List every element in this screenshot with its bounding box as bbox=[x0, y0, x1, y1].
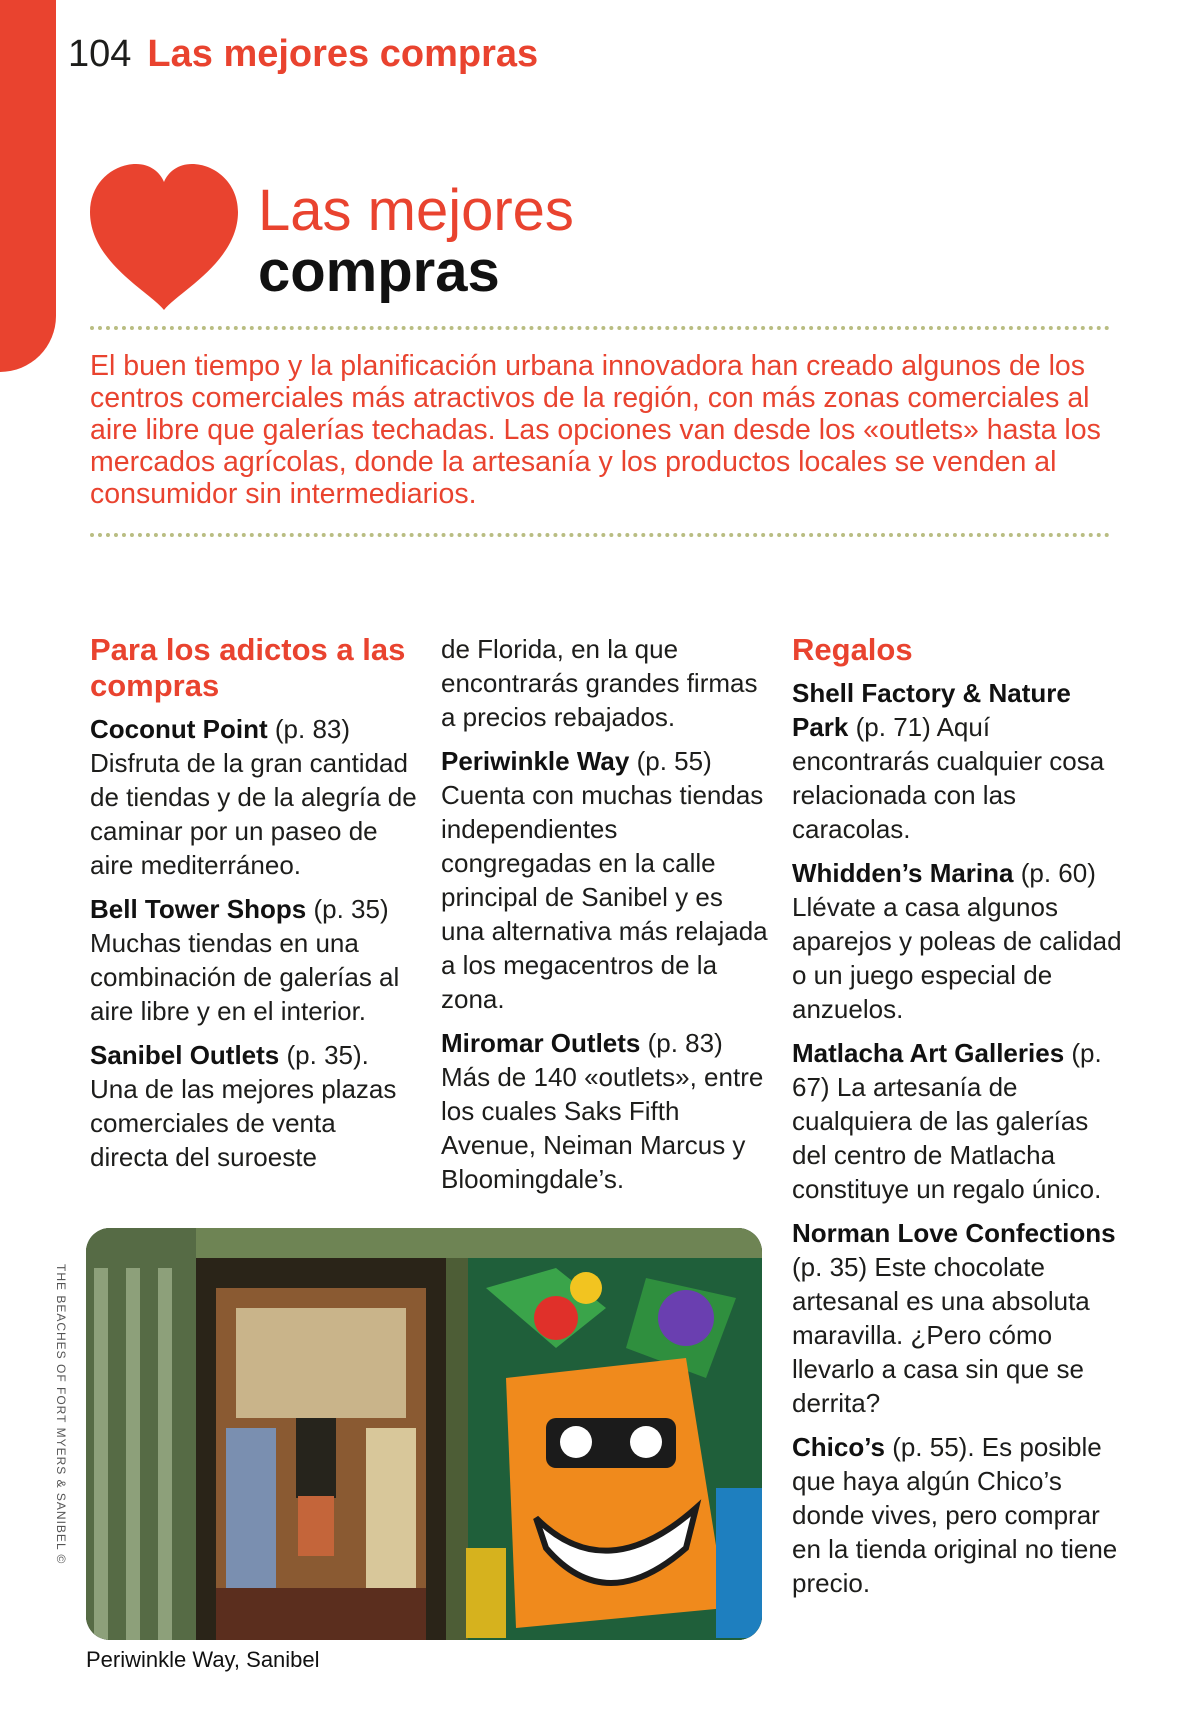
entry-bell-tower-shops bbox=[90, 892, 420, 1028]
title-line-1: Las mejores bbox=[258, 178, 574, 243]
entry-text: Muchas tiendas en una combinación de galerías al aire libre y en el interior. bbox=[90, 928, 400, 1026]
entry-page-ref: (p. 35) bbox=[792, 1252, 868, 1282]
section-heading-regalos: Regalos bbox=[792, 632, 913, 667]
section-title bbox=[258, 180, 574, 302]
entry-text: La artesanía de cualquiera de las galerías del centro de Matlacha constituye un regalo único. bbox=[792, 1072, 1102, 1204]
entry-miromar-outlets bbox=[441, 1026, 771, 1196]
heart-icon bbox=[88, 164, 240, 312]
entry-page-ref: (p. 55). bbox=[892, 1432, 975, 1462]
entry-name: Miromar Outlets bbox=[441, 1028, 641, 1058]
entry-page-ref: (p. 35). bbox=[286, 1040, 369, 1070]
page-number: 104 bbox=[68, 33, 132, 75]
entry-text: Más de 140 «outlets», entre los cuales Saks Fifth Avenue, Neiman Marcus y Bloomingdale’s. bbox=[441, 1062, 764, 1194]
entry-text: Una de las mejores plazas comerciales de venta directa del suroeste bbox=[90, 1074, 397, 1172]
entry-text: Este chocolate artesanal es una absoluta maravilla. ¿Pero cómo llevarlo a casa sin que se derrita? bbox=[792, 1252, 1090, 1418]
intro-paragraph: El buen tiempo y la planificación urbana innovadora han creado algunos de los centros comerciales más atractivos de la región, con más zonas comerciales al aire libre que galerías techadas. Las opciones van desde los «outlets» hasta los mercados agrícolas, donde la artesanía y los productos locales se venden al consumidor sin intermediarios. bbox=[90, 350, 1101, 510]
title-line-2: compras bbox=[258, 239, 500, 304]
entry-name: Bell Tower Shops bbox=[90, 894, 307, 924]
entry-continuation: de Florida, en la que encontrarás grandes firmas a precios rebajados. bbox=[441, 634, 758, 732]
dotted-divider-top bbox=[90, 326, 1110, 330]
entry-page-ref: (p. 35) bbox=[313, 894, 389, 924]
entry-text: Llévate a casa algunos aparejos y poleas de calidad o un juego especial de anzuelos. bbox=[792, 892, 1122, 1024]
entry-page-ref: (p. 71) bbox=[855, 712, 931, 742]
entry-norman-love-confections bbox=[792, 1216, 1122, 1420]
entry-chicos bbox=[792, 1430, 1122, 1600]
entry-name: Periwinkle Way bbox=[441, 746, 630, 776]
entry-matlacha-art-galleries bbox=[792, 1036, 1122, 1206]
photo-caption: Periwinkle Way, Sanibel bbox=[86, 1647, 320, 1672]
entry-name: Sanibel Outlets bbox=[90, 1040, 280, 1070]
page-header bbox=[68, 30, 538, 78]
entry-text: Cuenta con muchas tiendas independientes congregadas en la calle principal de Sanibel y es una alternativa más relajada a los megacentros de la zona. bbox=[441, 780, 768, 1014]
entry-page-ref: (p. 67) bbox=[792, 1038, 1102, 1102]
running-title: Las mejores compras bbox=[147, 33, 539, 75]
entry-page-ref: (p. 55) bbox=[636, 746, 712, 776]
entry-periwinkle-way bbox=[441, 744, 771, 1016]
entry-page-ref: (p. 83) bbox=[647, 1028, 723, 1058]
entry-page-ref: (p. 83) bbox=[274, 714, 351, 744]
photo-periwinkle-way bbox=[86, 1228, 762, 1640]
entry-name: Shell Factory & Nature Park bbox=[792, 678, 1071, 742]
entry-text: Aquí encontrarás cualquier cosa relacionada con las caracolas. bbox=[792, 712, 1105, 844]
entry-name: Coconut Point bbox=[90, 714, 268, 744]
entry-whiddens-marina bbox=[792, 856, 1122, 1026]
photo-credit: THE BEACHES OF FORT MYERS & SANIBEL © bbox=[54, 1264, 68, 1565]
column-1 bbox=[90, 632, 420, 1184]
column-2 bbox=[441, 632, 771, 1206]
entry-name: Chico’s bbox=[792, 1432, 885, 1462]
entry-name: Norman Love Confections bbox=[792, 1218, 1116, 1248]
entry-text: Disfruta de la gran cantidad de tiendas y de la alegría de caminar por un paseo de aire mediterráneo. bbox=[90, 748, 417, 880]
column-3 bbox=[792, 632, 1122, 1610]
side-tab-decoration bbox=[0, 0, 56, 372]
photo-illustration bbox=[86, 1228, 762, 1640]
entry-page-ref: (p. 60) bbox=[1020, 858, 1096, 888]
entry-shell-factory bbox=[792, 676, 1122, 846]
entry-name: Matlacha Art Galleries bbox=[792, 1038, 1065, 1068]
dotted-divider-bottom bbox=[90, 533, 1110, 537]
entry-text: Es posible que haya algún Chico’s donde vives, pero comprar en la tienda original no tiene precio. bbox=[792, 1432, 1118, 1598]
entry-coconut-point bbox=[90, 712, 420, 882]
section-heading-adictos: Para los adictos a las compras bbox=[90, 632, 406, 703]
entry-name: Whidden’s Marina bbox=[792, 858, 1014, 888]
entry-sanibel-outlets bbox=[90, 1038, 420, 1174]
